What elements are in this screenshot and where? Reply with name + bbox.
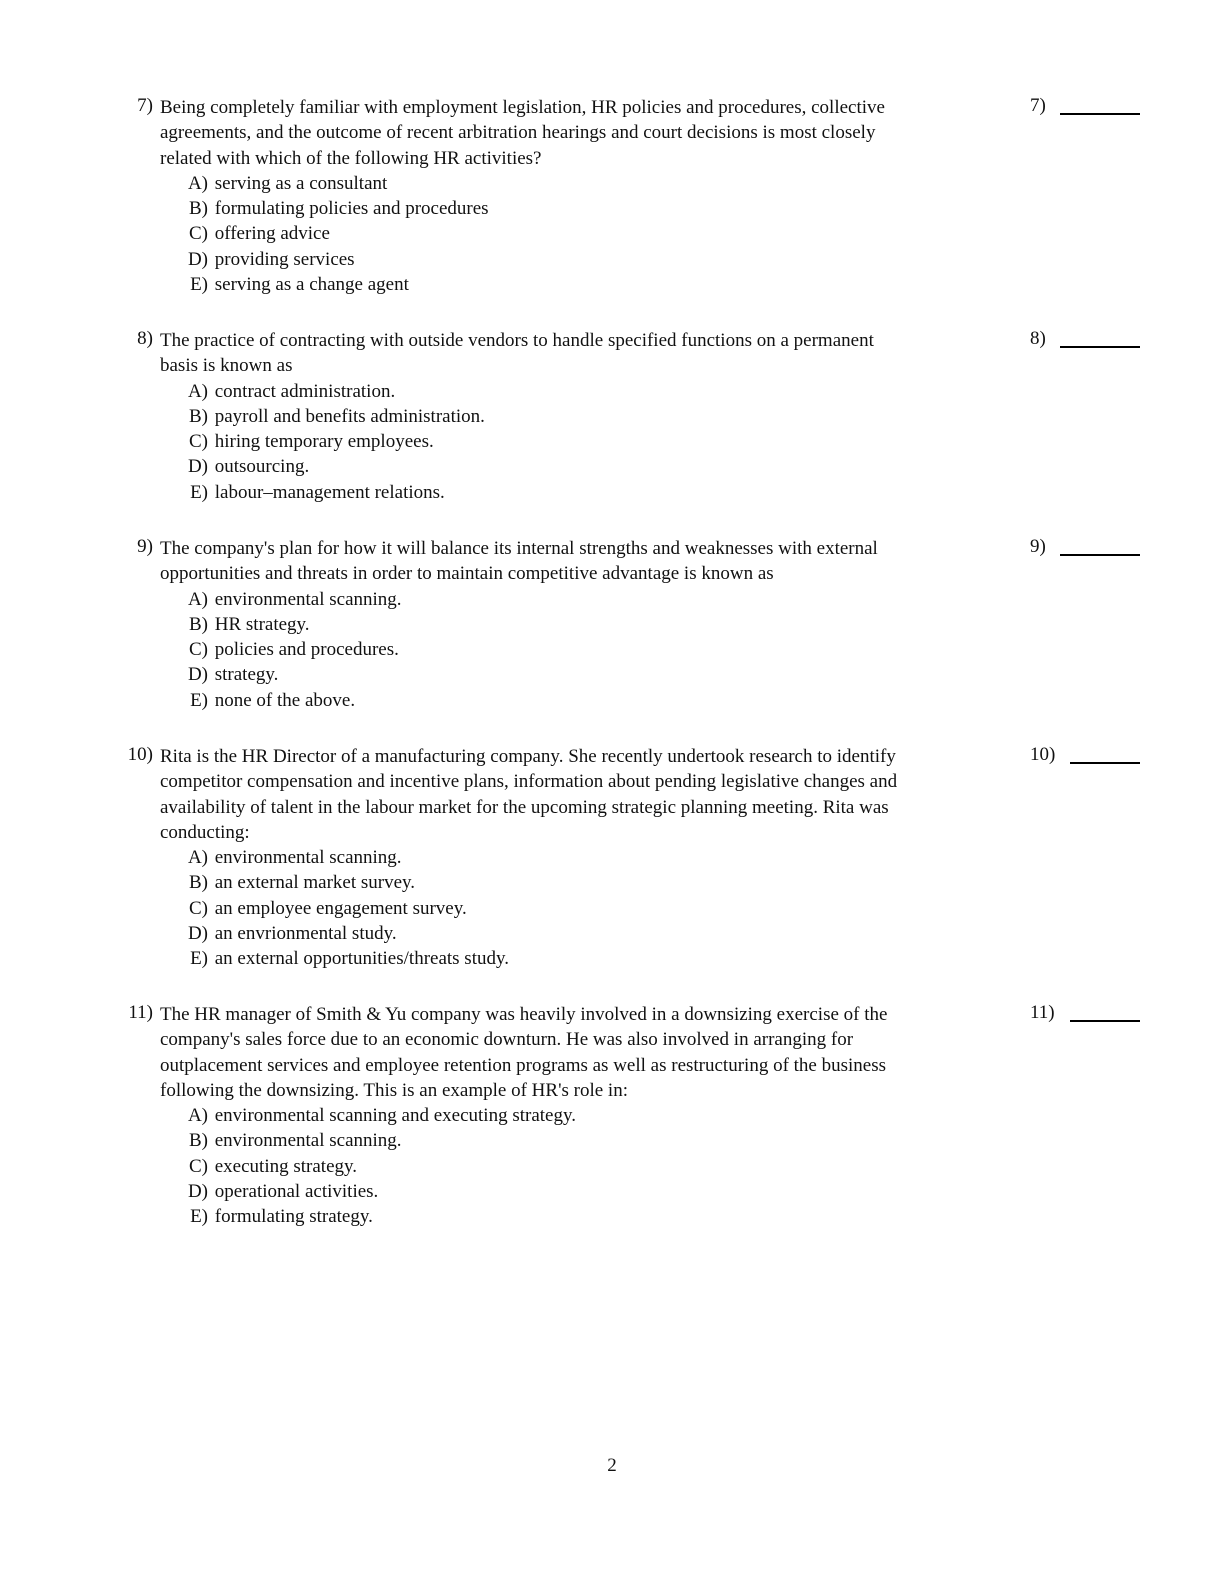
question-body bbox=[160, 536, 878, 713]
answer-choice bbox=[160, 196, 885, 221]
answer-choice bbox=[160, 1204, 887, 1229]
answer-blank[interactable] bbox=[1070, 1002, 1140, 1022]
answer-blank[interactable] bbox=[1060, 536, 1140, 556]
choice-text: environmental scanning and executing strategy. bbox=[214, 1105, 576, 1127]
choice-letter: B) bbox=[189, 1130, 208, 1152]
answer-number-label: 10) bbox=[1030, 744, 1056, 765]
answer-choice bbox=[160, 454, 874, 479]
choice-letter: D) bbox=[187, 248, 208, 270]
choice-text: executing strategy. bbox=[214, 1155, 358, 1177]
choice-text: serving as a change agent bbox=[214, 274, 409, 296]
question-stem-line: company's sales force due to an economic downturn. He was also involved in arranging for bbox=[160, 1029, 854, 1051]
choice-letter: C) bbox=[189, 1155, 208, 1177]
choice-letter: C) bbox=[189, 897, 208, 919]
page-number: 2 bbox=[607, 1455, 617, 1476]
choice-text: hiring temporary employees. bbox=[214, 431, 434, 453]
question-stem-line: outplacement services and employee retention programs as well as restructuring of the business bbox=[160, 1054, 886, 1076]
question-body bbox=[160, 328, 874, 505]
choice-letter: E) bbox=[190, 948, 208, 970]
choice-letter: E) bbox=[190, 1206, 208, 1228]
choice-letter: C) bbox=[189, 639, 208, 661]
question-stem-line: availability of talent in the labour market for the upcoming strategic planning meeting. Rita was bbox=[160, 796, 889, 818]
choice-text: formulating policies and procedures bbox=[214, 198, 489, 220]
answer-choice bbox=[160, 637, 878, 662]
question-stem-line: related with which of the following HR activities? bbox=[160, 147, 542, 169]
answer-choice bbox=[160, 587, 878, 612]
answer-choice bbox=[160, 404, 874, 429]
choice-text: labour–management relations. bbox=[214, 481, 445, 503]
choice-text: environmental scanning. bbox=[214, 1130, 402, 1152]
answer-choice bbox=[160, 1128, 887, 1153]
question-stem-line: Being completely familiar with employment legislation, HR policies and procedures, collective bbox=[160, 97, 885, 118]
choice-letter: A) bbox=[187, 1105, 208, 1127]
answer-choice bbox=[160, 429, 874, 454]
choice-text: offering advice bbox=[214, 223, 330, 245]
choice-text: providing services bbox=[214, 248, 355, 270]
choice-letter: E) bbox=[190, 274, 208, 296]
choice-letter: B) bbox=[189, 872, 208, 894]
answer-choice bbox=[160, 921, 897, 946]
answer-choice bbox=[160, 480, 874, 505]
question-stem-line: conducting: bbox=[160, 821, 250, 843]
answer-number-label: 7) bbox=[1030, 95, 1046, 116]
answer-number-label: 11) bbox=[1030, 1002, 1055, 1023]
choice-letter: C) bbox=[189, 223, 208, 245]
question-stem-line: Rita is the HR Director of a manufacturing company. She recently undertook research to identify bbox=[160, 746, 896, 767]
question-body bbox=[160, 1002, 887, 1230]
question-number: 9) bbox=[137, 536, 153, 557]
answer-choice bbox=[160, 1103, 887, 1128]
answer-choice bbox=[160, 845, 897, 870]
choice-letter: E) bbox=[190, 689, 208, 711]
choice-letter: D) bbox=[187, 456, 208, 478]
choice-letter: A) bbox=[187, 847, 208, 869]
choice-text: environmental scanning. bbox=[214, 847, 402, 869]
choice-text: policies and procedures. bbox=[214, 639, 399, 661]
choice-text: HR strategy. bbox=[214, 613, 310, 635]
answer-choice bbox=[160, 247, 885, 272]
question-stem-line: The practice of contracting with outside vendors to handle specified functions on a permanent bbox=[160, 330, 874, 351]
answer-blank[interactable] bbox=[1060, 328, 1140, 348]
choice-text: outsourcing. bbox=[214, 456, 310, 478]
question-stem-line: competitor compensation and incentive plans, information about pending legislative changes and bbox=[160, 771, 898, 793]
choice-letter: B) bbox=[189, 405, 208, 427]
question-body bbox=[160, 744, 897, 972]
answer-choice bbox=[160, 221, 885, 246]
choice-letter: E) bbox=[190, 481, 208, 503]
choice-text: strategy. bbox=[214, 664, 279, 686]
answer-number-label: 8) bbox=[1030, 328, 1046, 349]
choice-text: environmental scanning. bbox=[214, 588, 402, 610]
choice-letter: A) bbox=[187, 588, 208, 610]
question-stem-line: opportunities and threats in order to maintain competitive advantage is known as bbox=[160, 563, 774, 585]
answer-choice bbox=[160, 688, 878, 713]
answer-choice bbox=[160, 662, 878, 687]
answer-choice bbox=[160, 1179, 887, 1204]
choice-text: formulating strategy. bbox=[214, 1206, 373, 1228]
choice-letter: B) bbox=[189, 613, 208, 635]
question-number: 11) bbox=[128, 1002, 153, 1023]
choice-letter: D) bbox=[187, 664, 208, 686]
choice-text: payroll and benefits administration. bbox=[214, 405, 485, 427]
question-number: 8) bbox=[137, 328, 153, 349]
question-stem-line: agreements, and the outcome of recent arbitration hearings and court decisions is most closely bbox=[160, 122, 876, 144]
choice-text: none of the above. bbox=[214, 689, 356, 711]
choice-text: an external market survey. bbox=[214, 872, 416, 894]
choice-letter: D) bbox=[187, 923, 208, 945]
answer-number-label: 9) bbox=[1030, 536, 1046, 557]
choice-text: operational activities. bbox=[214, 1181, 379, 1203]
choice-text: an employee engagement survey. bbox=[214, 897, 467, 919]
question-body bbox=[160, 95, 885, 297]
question-stem-line: following the downsizing. This is an example of HR's role in: bbox=[160, 1079, 628, 1101]
answer-choice bbox=[160, 946, 897, 971]
answer-blank[interactable] bbox=[1060, 95, 1140, 115]
choice-letter: D) bbox=[187, 1181, 208, 1203]
question-number: 10) bbox=[127, 744, 153, 765]
question-stem-line: The HR manager of Smith & Yu company was heavily involved in a downsizing exercise of the bbox=[160, 1004, 888, 1025]
choice-letter: A) bbox=[187, 172, 208, 194]
choice-letter: B) bbox=[189, 198, 208, 220]
choice-text: serving as a consultant bbox=[214, 172, 388, 194]
answer-choice bbox=[160, 272, 885, 297]
answer-blank[interactable] bbox=[1070, 744, 1140, 764]
choice-text: an external opportunities/threats study. bbox=[214, 948, 509, 970]
answer-choice bbox=[160, 870, 897, 895]
answer-choice bbox=[160, 171, 885, 196]
question-number: 7) bbox=[137, 95, 153, 116]
question-stem-line: basis is known as bbox=[160, 355, 293, 377]
question-stem-line: The company's plan for how it will balance its internal strengths and weaknesses with external bbox=[160, 538, 878, 559]
choice-text: contract administration. bbox=[214, 380, 396, 402]
choice-letter: C) bbox=[189, 431, 208, 453]
answer-choice bbox=[160, 1154, 887, 1179]
answer-choice bbox=[160, 379, 874, 404]
choice-letter: A) bbox=[187, 380, 208, 402]
answer-choice bbox=[160, 612, 878, 637]
choice-text: an envrionmental study. bbox=[214, 923, 397, 945]
answer-choice bbox=[160, 896, 897, 921]
